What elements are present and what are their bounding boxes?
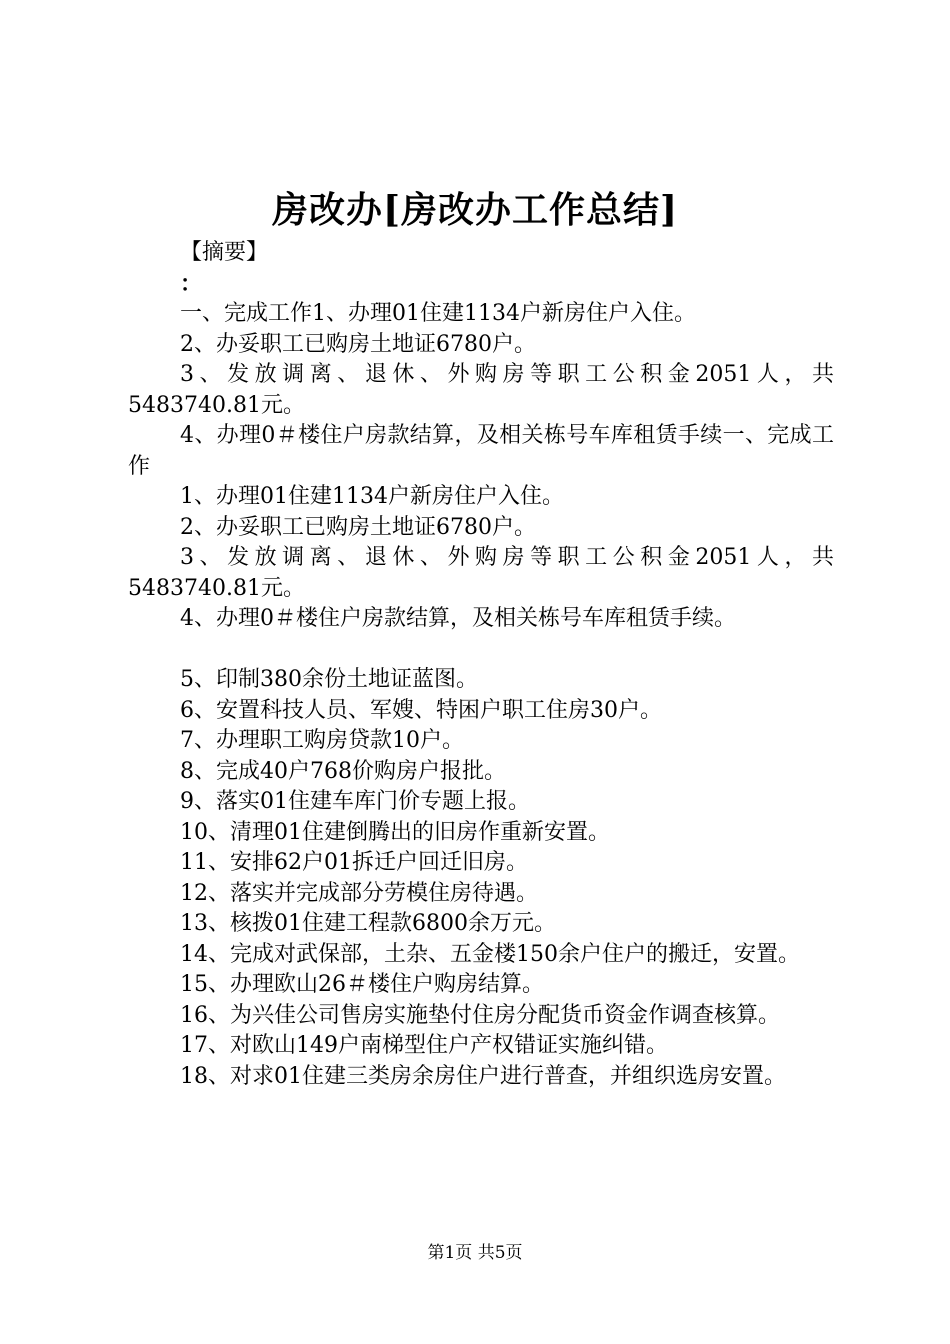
blank-line (128, 635, 834, 666)
paragraph: 16、为兴佳公司售房实施垫付住房分配货币资金作调查核算。 (180, 1002, 780, 1028)
document-body (128, 238, 834, 1092)
paragraph: 11、安排62户01拆迁户回迁旧房。 (180, 850, 528, 875)
paragraph: 7、办理职工购房贷款10户。 (180, 728, 464, 753)
paragraph: 3、发放调离、退休、外购房等职工公积金2051人，共5483740.81元。 (128, 362, 834, 418)
paragraph: 10、清理01住建倒腾出的旧房作重新安置。 (180, 819, 610, 845)
abstract-colon: ： (180, 270, 203, 297)
paragraph: 14、完成对武保部，土杂、五金楼150余户住户的搬迁，安置。 (180, 941, 800, 967)
paragraph: 13、核拨01住建工程款6800余万元。 (180, 911, 556, 936)
paragraph: 一、完成工作1、办理01住建1134户新房住户入住。 (180, 301, 696, 326)
page-footer: 第1页 共5页 (427, 1243, 523, 1263)
paragraph: 18、对求01住建三类房余房住户进行普查，并组织选房安置。 (180, 1063, 786, 1089)
paragraph: 12、落实并完成部分劳模住房待遇。 (180, 880, 538, 906)
paragraph: 9、落实01住建车库门价专题上报。 (180, 789, 530, 814)
paragraph: 17、对欧山149户南梯型住户产权错证实施纠错。 (180, 1033, 668, 1058)
paragraph: 15、办理欧山26＃楼住户购房结算。 (180, 972, 544, 997)
document-title: 房改办[房改办工作总结] (271, 189, 679, 231)
paragraph: 4、办理0＃楼住户房款结算，及相关栋号车库租赁手续。 (180, 606, 736, 631)
paragraph: 3、发放调离、退休、外购房等职工公积金2051人，共5483740.81元。 (128, 545, 834, 601)
paragraph: 6、安置科技人员、军嫂、特困户职工住房30户。 (180, 697, 662, 723)
paragraph: 2、办妥职工已购房土地证6780户。 (180, 331, 536, 357)
paragraph: 8、完成40户768价购房户报批。 (180, 758, 506, 784)
paragraph: 1、办理01住建1134户新房住户入住。 (180, 484, 564, 509)
abstract-label: 【摘要】 (180, 240, 269, 265)
paragraph: 4、办理0＃楼住户房款结算，及相关栋号车库租赁手续一、完成工作 (128, 423, 834, 479)
paragraph: 5、印制380余份土地证蓝图。 (180, 667, 478, 692)
paragraph: 2、办妥职工已购房土地证6780户。 (180, 514, 536, 540)
